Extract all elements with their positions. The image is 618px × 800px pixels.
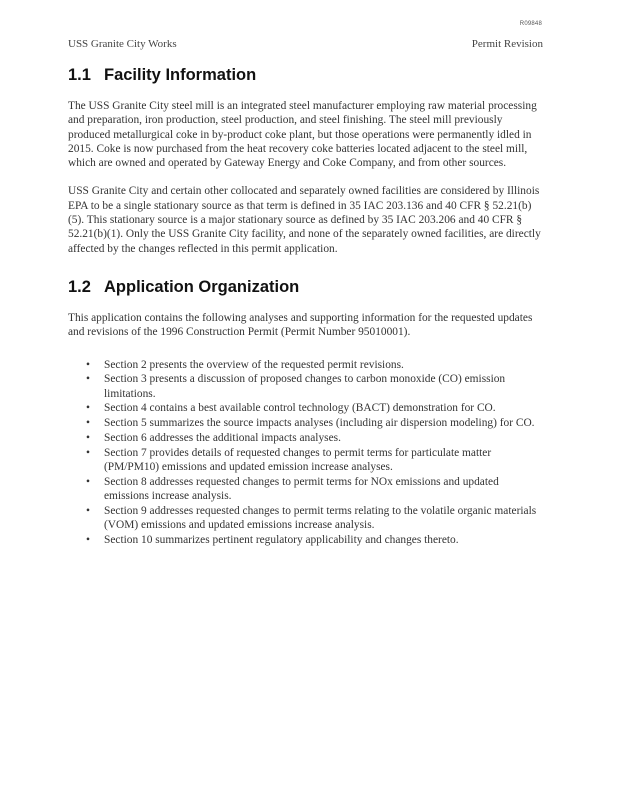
list-item-text: Section 7 provides details of requested changes to permit terms for particulate matter (PM/PM10) emissions and updated emission increase analyses. [104, 446, 492, 474]
bullet-icon: • [86, 373, 90, 386]
header-right: Permit Revision [471, 38, 543, 50]
bullet-icon: • [86, 534, 90, 547]
section-title: Application Organization [104, 277, 300, 296]
list-item-text: Section 5 summarizes the source impacts analyses (including air dispersion modeling) for CO. [104, 417, 535, 430]
section-number: 1.2 [68, 277, 91, 296]
section-heading [68, 66, 546, 85]
list-item [68, 446, 546, 475]
list-item-text: Section 8 addresses requested changes to permit terms for NOx emissions and updated emissions increase analysis. [104, 475, 499, 503]
bullet-icon: • [86, 358, 90, 371]
section-facility-information [68, 66, 546, 256]
list-item-text: Section 3 presents a discussion of proposed changes to carbon monoxide (CO) emission limitations. [104, 373, 506, 400]
bullet-icon: • [86, 505, 90, 518]
list-item-text: Section 6 addresses the additional impacts analyses. [104, 432, 341, 445]
list-item-text: Section 9 addresses requested changes to permit terms relating to the volatile organic materials (VOM) emissions and updated emissions increase analysis. [104, 505, 537, 532]
bullet-icon: • [86, 402, 90, 415]
paragraph: The USS Granite City steel mill is an integrated steel manufacturer employing raw material processing and preparation, iron production, steel production, and steel finishing. The steel mill previously produced metallurgical coke in by-product coke plant, but those operations were permanently idled in 2015. Coke is now purchased from the heat recovery coke batteries located adjacent to the steel mill, which are owned and operated by Gateway Energy and Coke Company, and from other sources. [68, 100, 537, 170]
section-number: 1.1 [68, 66, 91, 84]
bullet-icon: • [86, 475, 90, 488]
paragraph: USS Granite City and certain other collocated and separately owned facilities are considered by Illinois EPA to be a single stationary source as that term is defined in 35 IAC 203.136 and 40 CFR § 52.21(b)(5). This stationary source is a major stationary source as defined by 35 IAC 203.206 and 40 CFR § 52.21(b)(1). Only the USS Granite City facility, and none of the separately owned facilities, are directly affected by the changes reflected in this permit application. [68, 185, 541, 255]
list-item [68, 475, 546, 504]
header-left: USS Granite City Works [68, 38, 177, 50]
list-item [68, 372, 546, 401]
bullet-icon: • [86, 417, 90, 430]
document-stamp: R09848 [519, 21, 542, 27]
list-item [68, 401, 546, 415]
section-heading [68, 278, 546, 297]
paragraph: This application contains the following analyses and supporting information for the requested updates and revisions of the 1996 Construction Permit (Permit Number 95010001). [68, 311, 533, 339]
page-content [68, 62, 546, 548]
list-item-text: Section 2 presents the overview of the requested permit revisions. [104, 358, 404, 371]
section-application-organization [68, 278, 546, 547]
list-item [68, 504, 546, 533]
bullet-icon: • [86, 432, 90, 445]
page-header [68, 38, 543, 50]
list-item [68, 431, 546, 445]
list-item-text: Section 4 contains a best available control technology (BACT) demonstration for CO. [104, 402, 496, 415]
list-item [68, 358, 546, 372]
section-list [68, 358, 546, 548]
list-item [68, 533, 546, 547]
section-title: Facility Information [104, 66, 257, 84]
bullet-icon: • [86, 446, 90, 459]
list-item-text: Section 10 summarizes pertinent regulatory applicability and changes thereto. [104, 534, 459, 547]
list-item [68, 416, 546, 430]
